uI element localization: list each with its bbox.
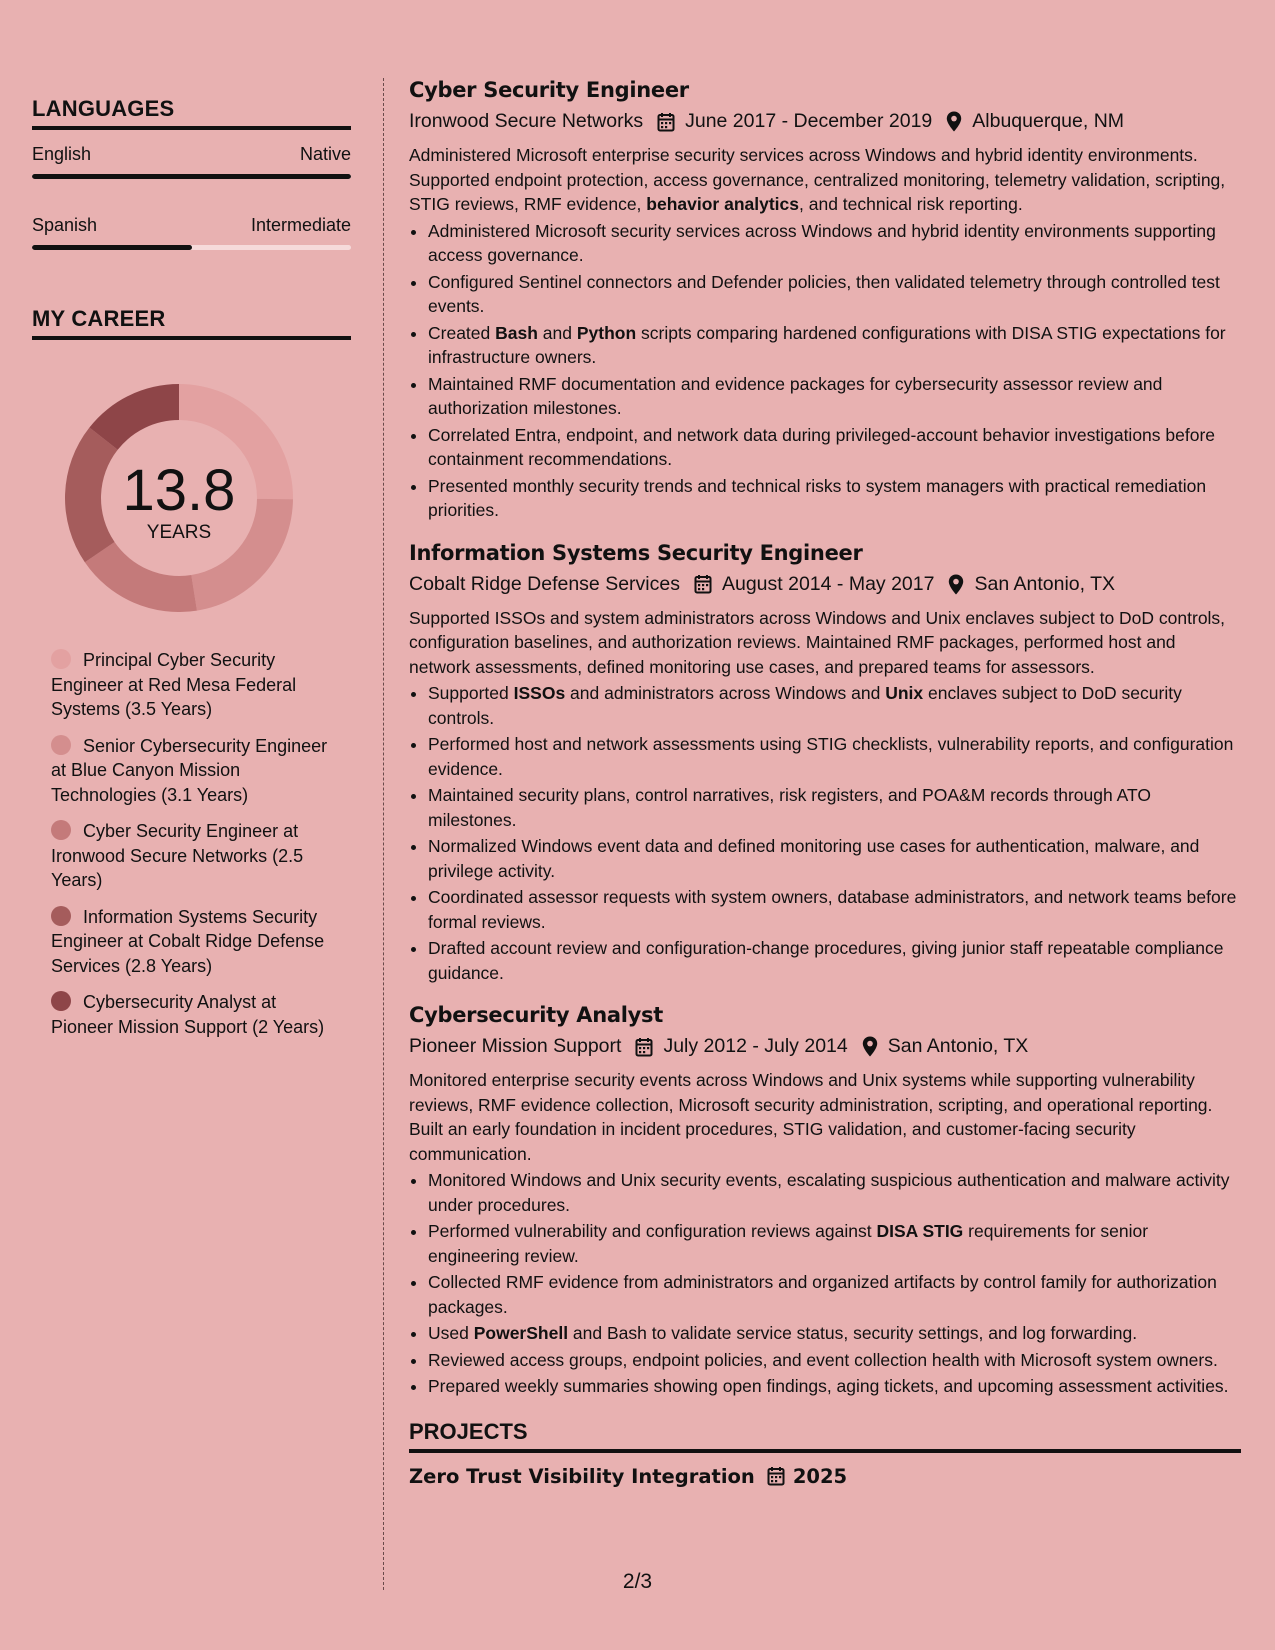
career-role-label: Information Systems Security Engineer at Cobalt Ridge Defense Services (2.8 Years) bbox=[51, 906, 325, 976]
job-dates: August 2014 - May 2017 bbox=[721, 572, 935, 595]
career-legend-item bbox=[51, 819, 343, 893]
languages-list bbox=[32, 144, 351, 250]
text-run: Correlated Entra, endpoint, and network data during privileged-account behavior investigations before containment recommendations. bbox=[428, 424, 1216, 469]
job-location: San Antonio, TX bbox=[887, 1035, 1029, 1057]
legend-color-dot bbox=[51, 820, 71, 840]
job-company: Ironwood Secure Networks bbox=[409, 110, 644, 132]
career-role-label: Senior Cybersecurity Engineer at Blue Canyon Mission Technologies (3.1 Years) bbox=[51, 735, 328, 805]
project-row bbox=[409, 1465, 1241, 1488]
job-bullet bbox=[428, 423, 1241, 472]
job-meta bbox=[409, 573, 1241, 596]
career-role-label: Cybersecurity Analyst at Pioneer Mission Support (2 Years) bbox=[51, 992, 325, 1037]
career-total-value: 13.8 bbox=[122, 458, 236, 523]
text-run: and administrators across Windows and bbox=[565, 683, 886, 703]
job-summary bbox=[409, 143, 1241, 217]
language-proficiency-bar bbox=[32, 245, 351, 250]
text-run: Reviewed access groups, endpoint policies, and event collection health with Microsoft system owners. bbox=[428, 1349, 1218, 1370]
text-run: Created bbox=[428, 322, 496, 343]
job-bullet bbox=[428, 270, 1241, 319]
bold-keyword: DISA STIG bbox=[876, 1221, 964, 1241]
text-run: Performed host and network assessments using STIG checklists, vulnerability reports, and configuration evidence. bbox=[428, 734, 1234, 779]
text-run: Drafted account review and configuration-change procedures, giving junior staff repeatable compliance guidance. bbox=[428, 938, 1224, 983]
job-bullets bbox=[409, 219, 1241, 523]
text-run: scripts comparing hardened configurations with DISA STIG expectations for infrastructure owners. bbox=[428, 322, 1226, 367]
bold-keyword: Python bbox=[576, 322, 637, 343]
project-name: Zero Trust Visibility Integration bbox=[409, 1464, 755, 1488]
job-bullet bbox=[428, 1348, 1241, 1373]
calendar-icon bbox=[657, 112, 675, 132]
career-total-unit: YEARS bbox=[146, 522, 212, 543]
legend-color-dot bbox=[51, 735, 71, 755]
experience-column bbox=[409, 60, 1241, 1488]
career-heading: MY CAREER bbox=[32, 306, 351, 340]
career-donut-chart bbox=[65, 384, 293, 612]
text-run: enclaves subject to DoD security controls. bbox=[428, 683, 1182, 728]
language-name: English bbox=[32, 144, 92, 164]
job-dates: June 2017 - December 2019 bbox=[685, 110, 933, 132]
job-bullet bbox=[428, 885, 1241, 934]
language-proficiency-bar bbox=[32, 174, 351, 179]
text-run: Coordinated assessor requests with system owners, database administrators, and network teams before formal reviews. bbox=[428, 887, 1237, 932]
legend-color-dot bbox=[51, 906, 71, 926]
job-bullet bbox=[428, 1219, 1241, 1268]
job-location: Albuquerque, NM bbox=[972, 110, 1125, 132]
text-run: requirements for senior engineering review. bbox=[428, 1221, 1149, 1266]
job-company: Pioneer Mission Support bbox=[409, 1035, 622, 1057]
project-year: 2025 bbox=[792, 1464, 848, 1488]
job-entry bbox=[409, 1003, 1241, 1399]
job-summary bbox=[409, 606, 1241, 680]
job-bullets bbox=[409, 681, 1241, 985]
job-entry bbox=[409, 541, 1241, 986]
job-bullet bbox=[428, 681, 1241, 730]
career-legend-item bbox=[51, 734, 343, 808]
text-run: Prepared weekly summaries showing open findings, aging tickets, and upcoming assessment activities. bbox=[428, 1376, 1229, 1396]
location-pin-icon bbox=[862, 1036, 878, 1057]
job-list bbox=[409, 78, 1241, 1399]
job-bullet bbox=[428, 1168, 1241, 1217]
job-bullet bbox=[428, 219, 1241, 268]
calendar-icon bbox=[767, 1466, 785, 1486]
location-pin-icon bbox=[946, 111, 962, 132]
language-level: Native bbox=[299, 144, 351, 164]
job-meta bbox=[409, 110, 1241, 133]
job-bullet bbox=[428, 1321, 1241, 1346]
text-run: Supported bbox=[428, 683, 514, 703]
text-run: and bbox=[537, 322, 577, 343]
job-bullets bbox=[409, 1168, 1241, 1399]
calendar-icon bbox=[635, 1037, 653, 1057]
text-run: Configured Sentinel connectors and Defender policies, then validated telemetry through controlled test events. bbox=[428, 271, 1220, 316]
language-row bbox=[32, 144, 351, 165]
text-run: , and technical risk reporting. bbox=[799, 194, 1023, 214]
bold-keyword: PowerShell bbox=[473, 1323, 569, 1343]
projects-heading: PROJECTS bbox=[409, 1419, 1241, 1453]
location-pin-icon bbox=[948, 574, 964, 595]
career-legend-item bbox=[51, 648, 343, 722]
job-entry bbox=[409, 78, 1241, 523]
job-title: Information Systems Security Engineer bbox=[409, 540, 863, 565]
text-run: Collected RMF evidence from administrators and organized artifacts by control family for authorization packages. bbox=[428, 1272, 1217, 1317]
project-list bbox=[409, 1465, 1241, 1488]
career-role-label: Cyber Security Engineer at Ironwood Secure Networks (2.5 Years) bbox=[51, 821, 304, 890]
language-proficiency-fill bbox=[32, 245, 192, 250]
job-title: Cyber Security Engineer bbox=[409, 78, 689, 102]
job-bullet bbox=[428, 834, 1241, 883]
language-row bbox=[32, 215, 351, 236]
job-bullet bbox=[428, 372, 1241, 421]
job-bullet bbox=[428, 1270, 1241, 1319]
career-legend-item bbox=[51, 990, 343, 1039]
page-number: 2/3 bbox=[622, 1570, 653, 1593]
legend-color-dot bbox=[51, 649, 71, 669]
text-run: Supported ISSOs and system administrators across Windows and Unix enclaves subject to DoD controls, configuration baselines, and authorization reviews. Maintained RMF packages, performed host and network assessments, defined monitoring use cases, and prepared teams for assessors. bbox=[409, 607, 1226, 677]
job-bullet bbox=[428, 321, 1241, 370]
column-divider bbox=[383, 78, 384, 1590]
bold-keyword: behavior analytics bbox=[646, 194, 800, 214]
text-run: Normalized Windows event data and defined monitoring use cases for authentication, malware, and privilege activity. bbox=[428, 836, 1200, 881]
text-run: Monitored Windows and Unix security events, escalating suspicious authentication and malware activity under procedures. bbox=[428, 1170, 1230, 1215]
language-name: Spanish bbox=[32, 215, 98, 235]
text-run: Administered Microsoft enterprise security services across Windows and hybrid identity environments. Supported endpoint protection, access governance, centralized monitoring, telemetry validation, scripting, STIG reviews, RMF evidence, bbox=[409, 145, 1226, 214]
text-run: Maintained RMF documentation and evidence packages for cybersecurity assessor review and authorization milestones. bbox=[428, 373, 1163, 418]
job-company: Cobalt Ridge Defense Services bbox=[409, 572, 680, 595]
job-meta bbox=[409, 1035, 1241, 1058]
job-bullet bbox=[428, 474, 1241, 523]
text-run: Maintained security plans, control narratives, risk registers, and POA&M records through ATO milestones. bbox=[428, 785, 1151, 830]
job-location: San Antonio, TX bbox=[974, 572, 1116, 595]
job-bullet bbox=[428, 1374, 1241, 1399]
career-total bbox=[65, 384, 293, 612]
job-title: Cybersecurity Analyst bbox=[409, 1003, 663, 1027]
text-run: Performed vulnerability and configuration reviews against bbox=[428, 1221, 877, 1241]
language-proficiency-fill bbox=[32, 174, 351, 179]
text-run: Presented monthly security trends and technical risks to system managers with practical remediation priorities. bbox=[428, 475, 1207, 520]
sidebar bbox=[32, 60, 351, 1051]
language-level: Intermediate bbox=[250, 215, 351, 235]
career-legend-item bbox=[51, 905, 343, 979]
job-summary bbox=[409, 1068, 1241, 1166]
job-dates: July 2012 - July 2014 bbox=[663, 1035, 848, 1057]
career-role-label: Principal Cyber Security Engineer at Red Mesa Federal Systems (3.5 Years) bbox=[51, 650, 297, 719]
job-bullet bbox=[428, 783, 1241, 832]
career-legend bbox=[51, 648, 343, 1039]
text-run: Monitored enterprise security events across Windows and Unix systems while supporting vulnerability reviews, RMF evidence collection, Microsoft security administration, scripting, and operational reporting. Built an early foundation in incident procedures, STIG validation, and customer-facing security communication. bbox=[409, 1070, 1213, 1164]
job-bullet bbox=[428, 732, 1241, 781]
calendar-icon bbox=[694, 574, 712, 594]
job-bullet bbox=[428, 936, 1241, 985]
text-run: Administered Microsoft security services across Windows and hybrid identity environments supporting access governance. bbox=[428, 220, 1216, 265]
bold-keyword: Unix bbox=[885, 683, 924, 703]
bold-keyword: ISSOs bbox=[513, 683, 566, 703]
text-run: Used bbox=[428, 1323, 474, 1343]
bold-keyword: Bash bbox=[495, 322, 538, 343]
text-run: and Bash to validate service status, security settings, and log forwarding. bbox=[568, 1323, 1138, 1343]
legend-color-dot bbox=[51, 991, 71, 1011]
languages-heading: LANGUAGES bbox=[32, 96, 351, 130]
